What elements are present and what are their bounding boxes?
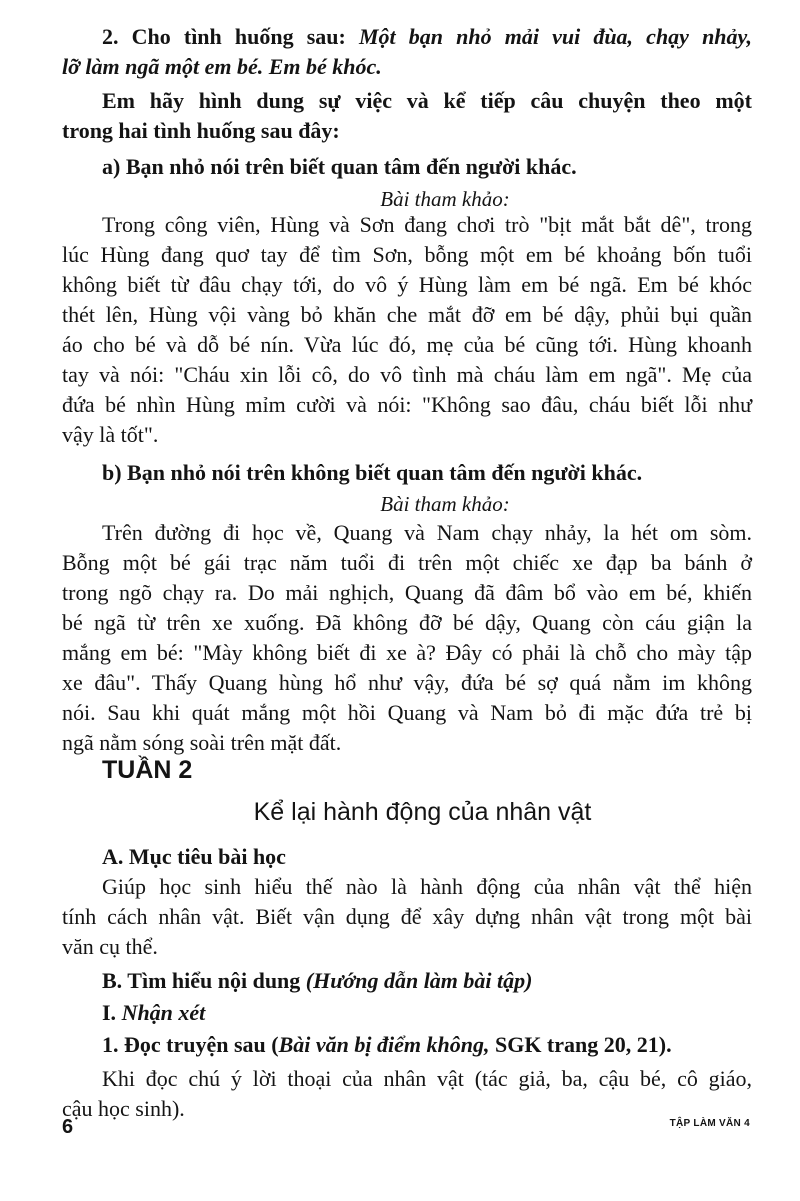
part-1-label: Nhận xét	[121, 1000, 206, 1025]
section-b-heading-main: B. Tìm hiểu nội dung	[102, 968, 306, 993]
task-1-prefix: 1. Đọc truyện sau (	[102, 1032, 279, 1057]
part-1-heading	[102, 998, 752, 1028]
task-1-suffix: SGK trang 20, 21).	[489, 1032, 672, 1057]
case-a-line: đứa bé nhìn Hùng mỉm cười và nói: "Không sao đâu, cháu biết lỗi như	[62, 392, 752, 417]
case-a-line: Trong công viên, Hùng và Sơn đang chơi trò "bịt mắt bắt dê", trong	[102, 212, 752, 237]
section-a-line: Giúp học sinh hiểu thế nào là hành động của nhân vật thể hiện	[102, 874, 752, 899]
case-b-line: nói. Sau khi quát mắng một hồi Quang và Nam bỏ đi mặc đứa trẻ bị	[62, 700, 752, 725]
situation-2-line-2: lỡ làm ngã một em bé. Em bé khóc.	[62, 54, 382, 79]
case-a-line: lúc Hùng đang quơ tay để tìm Sơn, bỗng một em bé khoảng bốn tuổi	[62, 242, 752, 267]
running-header: TẬP LÀM VĂN 4	[669, 1118, 750, 1129]
case-b-line: Bỗng một bé gái trạc năm tuổi đi trên một chiếc xe đạp ba bánh ở	[62, 550, 752, 575]
section-a-line: văn cụ thể.	[62, 934, 158, 959]
case-b-line: trong ngõ chạy ra. Do mải nghịch, Quang đã đâm bổ vào em bé, khiến	[62, 580, 752, 605]
situation-2-line-1	[102, 22, 752, 52]
case-a-title: a) Bạn nhỏ nói trên biết quan tâm đến người khác.	[102, 154, 577, 179]
case-a-line: vậy là tốt".	[62, 422, 159, 447]
section-a-heading: A. Mục tiêu bài học	[102, 844, 286, 869]
lesson-title: Kể lại hành động của nhân vật	[253, 798, 592, 826]
case-a-line: thét lên, Hùng vội vàng bỏ khăn che mắt đỡ em bé dậy, phủi bụi quần	[62, 302, 752, 327]
case-b-title: b) Bạn nhỏ nói trên không biết quan tâm đến người khác.	[102, 460, 643, 485]
case-a-line: áo cho bé và dỗ bé nín. Vừa lúc đó, mẹ của bé cũng tới. Hùng khoanh	[62, 332, 752, 357]
task-1-line: cậu học sinh).	[62, 1096, 185, 1121]
task-1-line: Khi đọc chú ý lời thoại của nhân vật (tác giả, ba, cậu bé, cô giáo,	[102, 1066, 752, 1091]
case-a-line: tay và nói: "Cháu xin lỗi cô, do vô tình mà cháu làm em ngã". Mẹ của	[62, 362, 752, 387]
week-title: TUẦN 2	[102, 756, 193, 784]
section-b-heading-note: (Hướng dẫn làm bài tập)	[305, 968, 533, 993]
case-a-reference-label: Bài tham khảo:	[380, 187, 510, 211]
case-b-line: Trên đường đi học về, Quang và Nam chạy nhảy, la hét om sòm.	[102, 520, 752, 545]
situation-2-label: 2. Cho tình huống sau:	[102, 24, 359, 49]
case-b-line: xe đâu". Thấy Quang hùng hổ như vậy, đứa bé sợ quá nằm im không	[62, 670, 752, 695]
page-number: 6	[62, 1116, 74, 1138]
instruction-line-2: trong hai tình huống sau đây:	[62, 118, 340, 143]
case-b-line: ngã nằm sóng soài trên mặt đất.	[62, 730, 342, 755]
case-a-line: không biết từ đâu chạy tới, do vô ý Hùng làm em bé ngã. Em bé khóc	[62, 272, 752, 297]
instruction-line-1: Em hãy hình dung sự việc và kể tiếp câu chuyện theo một	[102, 88, 752, 113]
case-b-reference-label: Bài tham khảo:	[380, 492, 510, 516]
case-b-line: bé ngã từ trên xe xuống. Đã không đỡ bé dậy, Quang còn cáu giận la	[62, 610, 752, 635]
situation-2-text-a: Một bạn nhỏ mải vui đùa, chạy nhảy,	[358, 24, 752, 49]
section-b-heading	[102, 966, 752, 996]
task-1-story-title: Bài văn bị điểm không,	[278, 1032, 490, 1057]
section-a-line: tính cách nhân vật. Biết vận dụng để xây dựng nhân vật trong một bài	[62, 904, 752, 929]
case-b-line: mắng em bé: "Mày không biết đi xe à? Đây có phải là chỗ cho mày tập	[62, 640, 752, 665]
part-1-roman: I.	[102, 1000, 122, 1025]
task-1-heading	[102, 1030, 752, 1060]
